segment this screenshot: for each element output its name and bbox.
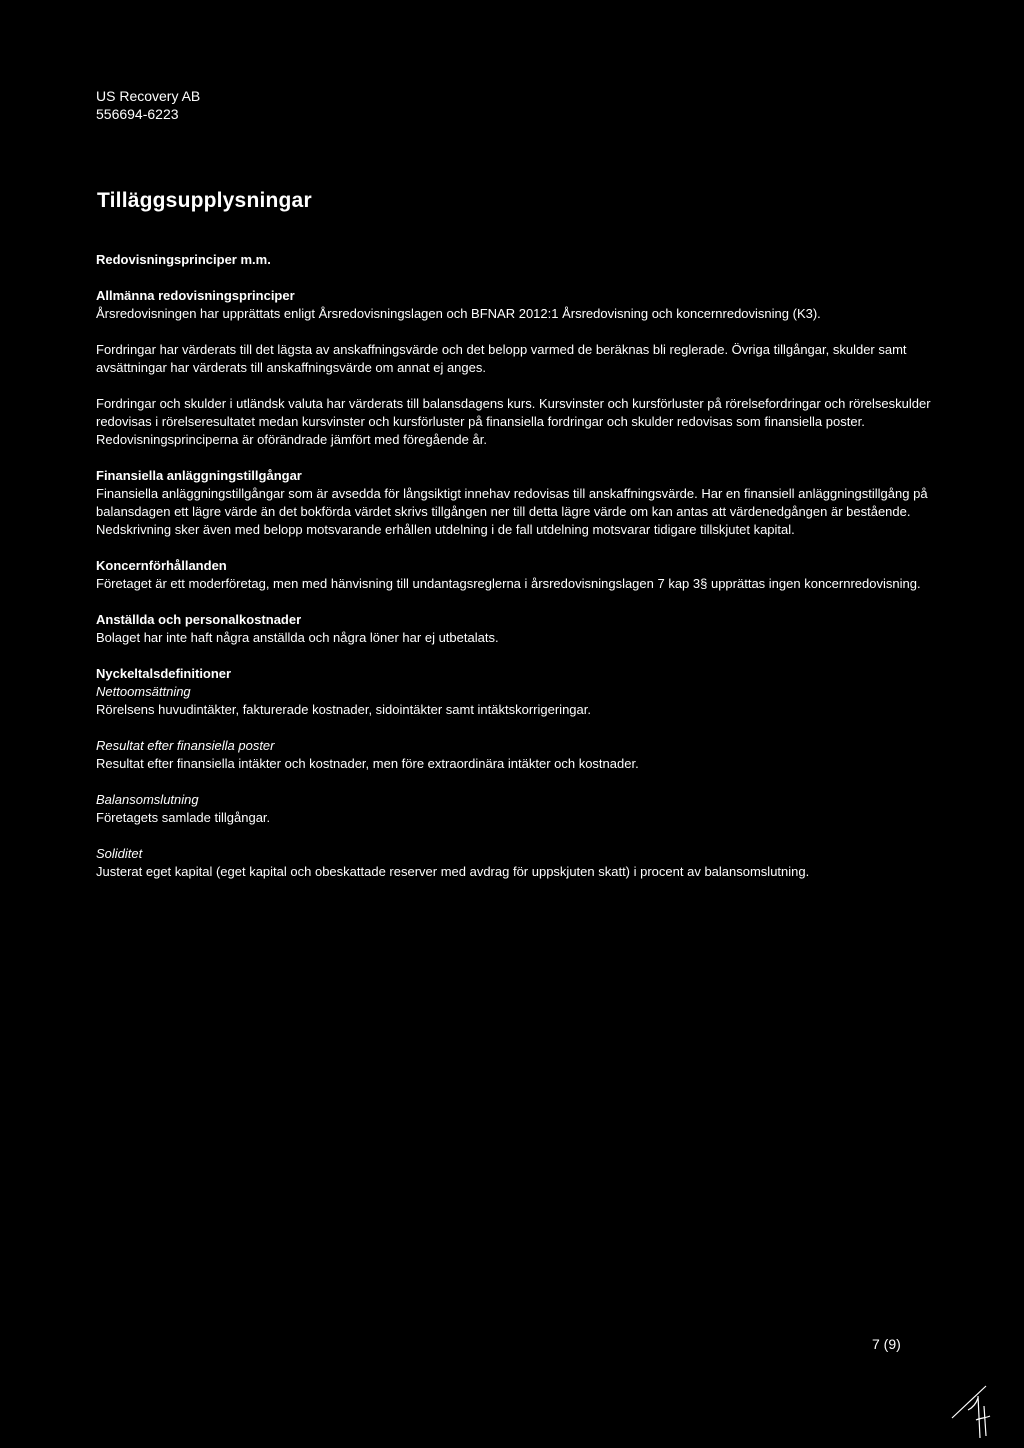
document-body <box>96 251 936 881</box>
financial-assets-heading: Finansiella anläggningstillgångar <box>96 468 302 483</box>
general-paragraph-1: Årsredovisningen har upprättats enligt Årsredovisningslagen och BFNAR 2012:1 Årsredovisning och koncernredovisning (K3). <box>96 306 821 321</box>
staff-text: Bolaget har inte haft några anställda och några löner har ej utbetalats. <box>96 630 499 645</box>
page-title: Tilläggsupplysningar <box>97 189 312 212</box>
general-paragraph-4: Redovisningsprinciperna är oförändrade jämfört med föregående år. <box>96 432 487 447</box>
company-name: US Recovery AB <box>96 88 201 104</box>
ratio-definition: Företagets samlade tillgångar. <box>96 810 271 825</box>
ratio-term: Nettoomsättning <box>96 684 191 699</box>
staff-heading: Anställda och personalkostnader <box>96 612 302 627</box>
financial-assets-text: Finansiella anläggningstillgångar som är avsedda för långsiktigt innehav redovisas till anskaffningsvärde. Har en finansiell anläggningstillgång på balansdagen ett lägre värde än det bokförda värdet skrivs tillgången ner till detta lägre värde om kan antas att värdenedgången är bestående. Nedskrivning sker även med belopp motsvarande erhållen utdelning i de fall utdelning motsvarar tidigare tillskjutet kapital. <box>96 486 928 537</box>
ratio-definition: Resultat efter finansiella intäkter och kostnader, men före extraordinära intäkter och kostnader. <box>96 756 639 771</box>
org-number: 556694-6223 <box>96 106 179 122</box>
ratio-term: Balansomslutning <box>96 792 199 807</box>
section-title: Redovisningsprinciper m.m. <box>96 252 271 267</box>
ratio-term: Soliditet <box>96 846 143 861</box>
page-number: 7 (9) <box>872 1336 901 1352</box>
signature-icon <box>948 1378 996 1440</box>
group-text: Företaget är ett moderföretag, men med hänvisning till undantagsreglerna i årsredovisningslagen 7 kap 3§ upprättas ingen koncernredovisning. <box>96 576 921 591</box>
key-ratios-heading: Nyckeltalsdefinitioner <box>96 666 232 681</box>
general-paragraph-2: Fordringar har värderats till det lägsta av anskaffningsvärde och det belopp varmed de beräknas bli reglerade. Övriga tillgångar, skulder samt avsättningar har värderats till anskaffningsvärde om annat ej anges. <box>96 342 907 375</box>
group-heading: Koncernförhållanden <box>96 558 227 573</box>
general-heading: Allmänna redovisningsprinciper <box>96 288 295 303</box>
ratio-definition: Justerat eget kapital (eget kapital och obeskattade reserver med avdrag för uppskjuten skatt) i procent av balansomslutning. <box>96 864 810 879</box>
general-paragraph-3: Fordringar och skulder i utländsk valuta har värderats till balansdagens kurs. Kursvinster och kursförluster på rörelsefordringar och rörelseskulder redovisas i rörelseresultatet medan kursvinster och kursförluster på finansiella fordringar och skulder redovisas som finansiella poster. <box>96 396 931 429</box>
ratio-term: Resultat efter finansiella poster <box>96 738 275 753</box>
company-header <box>96 87 200 123</box>
ratio-definition: Rörelsens huvudintäkter, fakturerade kostnader, sidointäkter samt intäktskorrigeringar. <box>96 702 591 717</box>
